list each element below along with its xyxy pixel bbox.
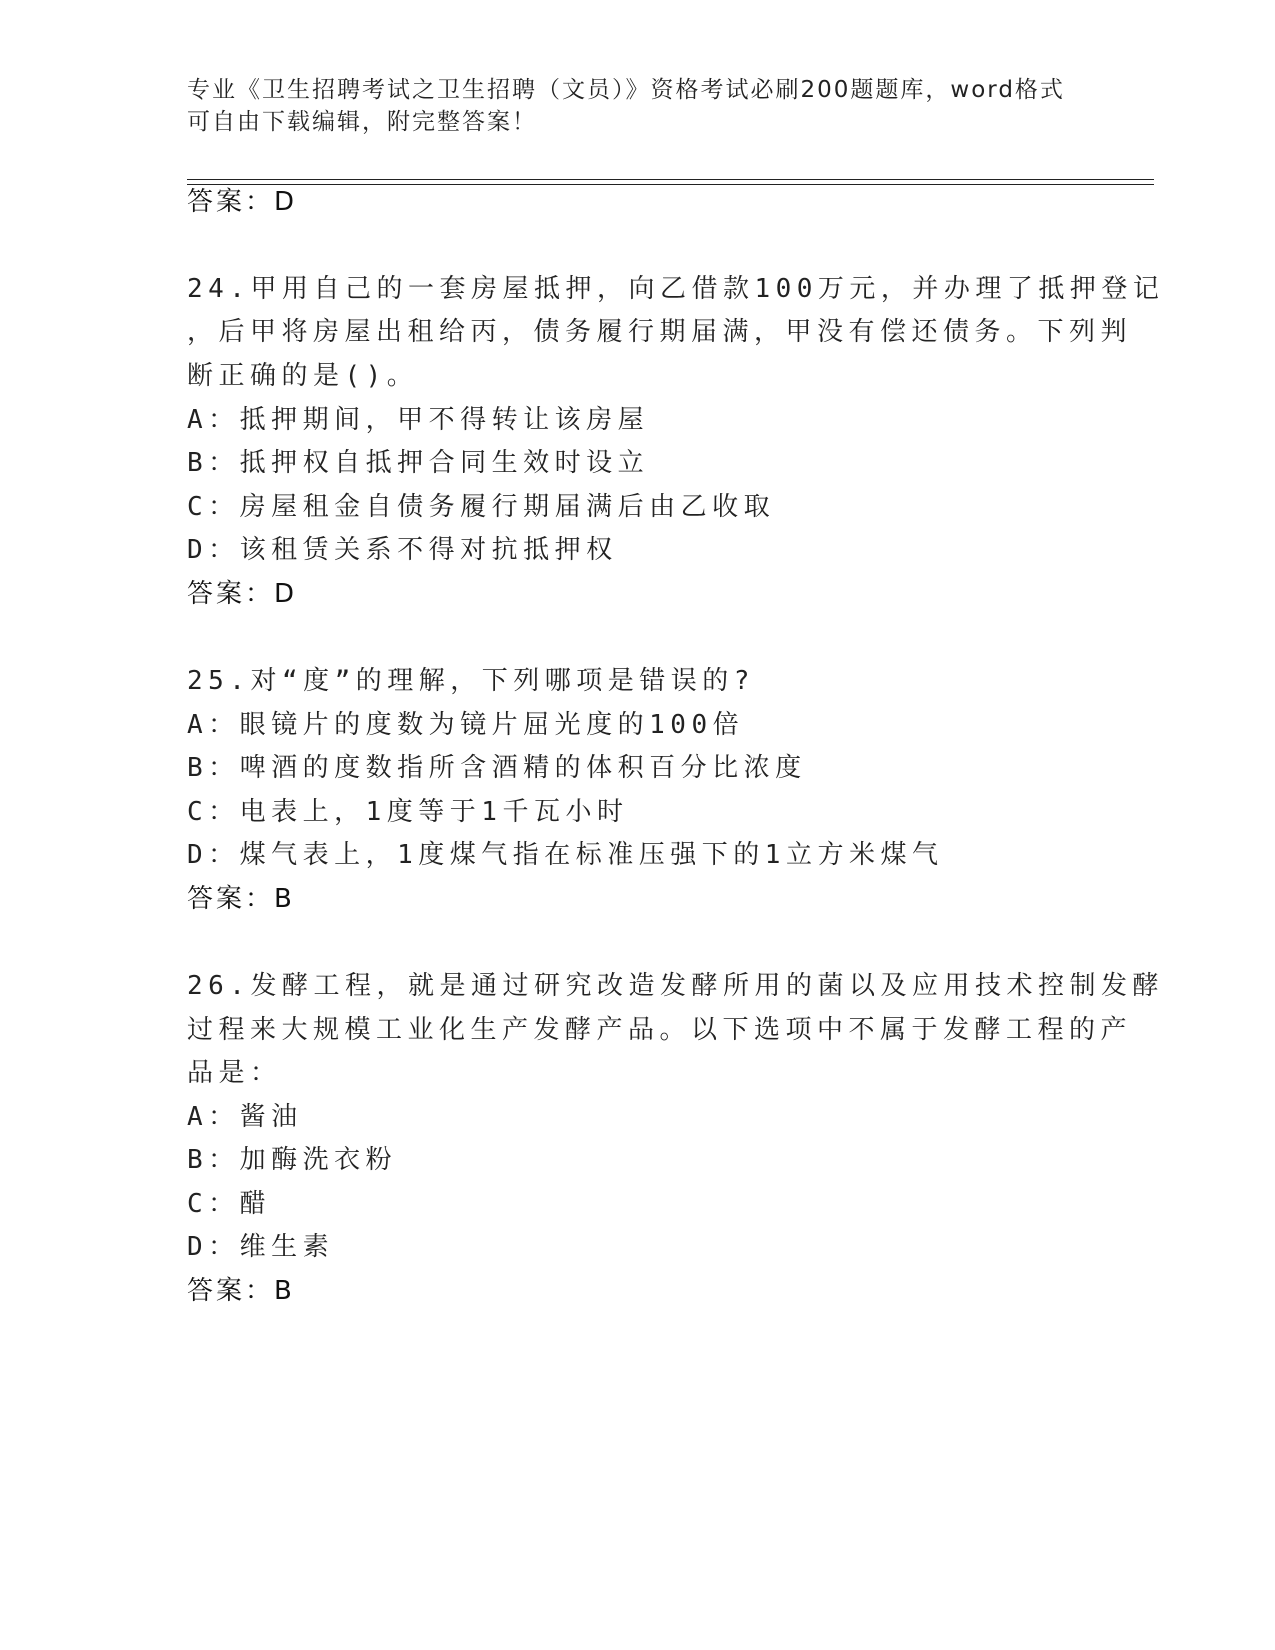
option-a: A：酱油	[187, 1102, 303, 1132]
option-b: B：抵押权自抵押合同生效时设立	[187, 448, 650, 478]
option-b: B：加酶洗衣粉	[187, 1145, 398, 1175]
question-stem-line: 过程来大规模工业化生产发酵产品。以下选项中不属于发酵工程的产	[187, 1015, 1133, 1045]
question-stem-line: 品是：	[187, 1058, 282, 1088]
header-line-2: 可自由下载编辑，附完整答案！	[187, 109, 537, 135]
option-d: D：煤气表上，1度煤气指在标准压强下的1立方米煤气	[187, 840, 944, 870]
option-c: C：房屋租金自债务履行期届满后由乙收取	[187, 492, 776, 522]
option-c: C：醋	[187, 1189, 272, 1219]
question-stem-line: 24.甲用自己的一套房屋抵押，向乙借款100万元，并办理了抵押登记	[187, 274, 1165, 304]
header-divider-top	[187, 179, 1154, 180]
answer: 答案：B	[187, 884, 295, 914]
answer: 答案：D	[187, 579, 298, 609]
option-a: A：抵押期间，甲不得转让该房屋	[187, 405, 650, 435]
header-line-1: 专业《卫生招聘考试之卫生招聘（文员）》资格考试必刷200题题库，word格式	[187, 77, 1065, 103]
option-d: D：维生素	[187, 1232, 335, 1262]
header-divider-bottom	[187, 184, 1154, 185]
question-stem-line: 断正确的是()。	[187, 361, 419, 391]
question-stem-line: 25.对“度”的理解，下列哪项是错误的?	[187, 666, 755, 696]
option-b: B：啤酒的度数指所含酒精的体积百分比浓度	[187, 753, 807, 783]
question-stem-line: 26.发酵工程，就是通过研究改造发酵所用的菌以及应用技术控制发酵	[187, 971, 1164, 1001]
question-stem-line: ，后甲将房屋出租给丙，债务履行期届满，甲没有偿还债务。下列判	[187, 317, 1133, 347]
option-a: A：眼镜片的度数为镜片屈光度的100倍	[187, 710, 745, 740]
answer: 答案：B	[187, 1276, 295, 1306]
option-c: C：电表上，1度等于1千瓦小时	[187, 797, 629, 827]
document-header	[187, 74, 1067, 138]
previous-answer: 答案：D	[187, 187, 298, 217]
option-d: D：该租赁关系不得对抗抵押权	[187, 535, 618, 565]
